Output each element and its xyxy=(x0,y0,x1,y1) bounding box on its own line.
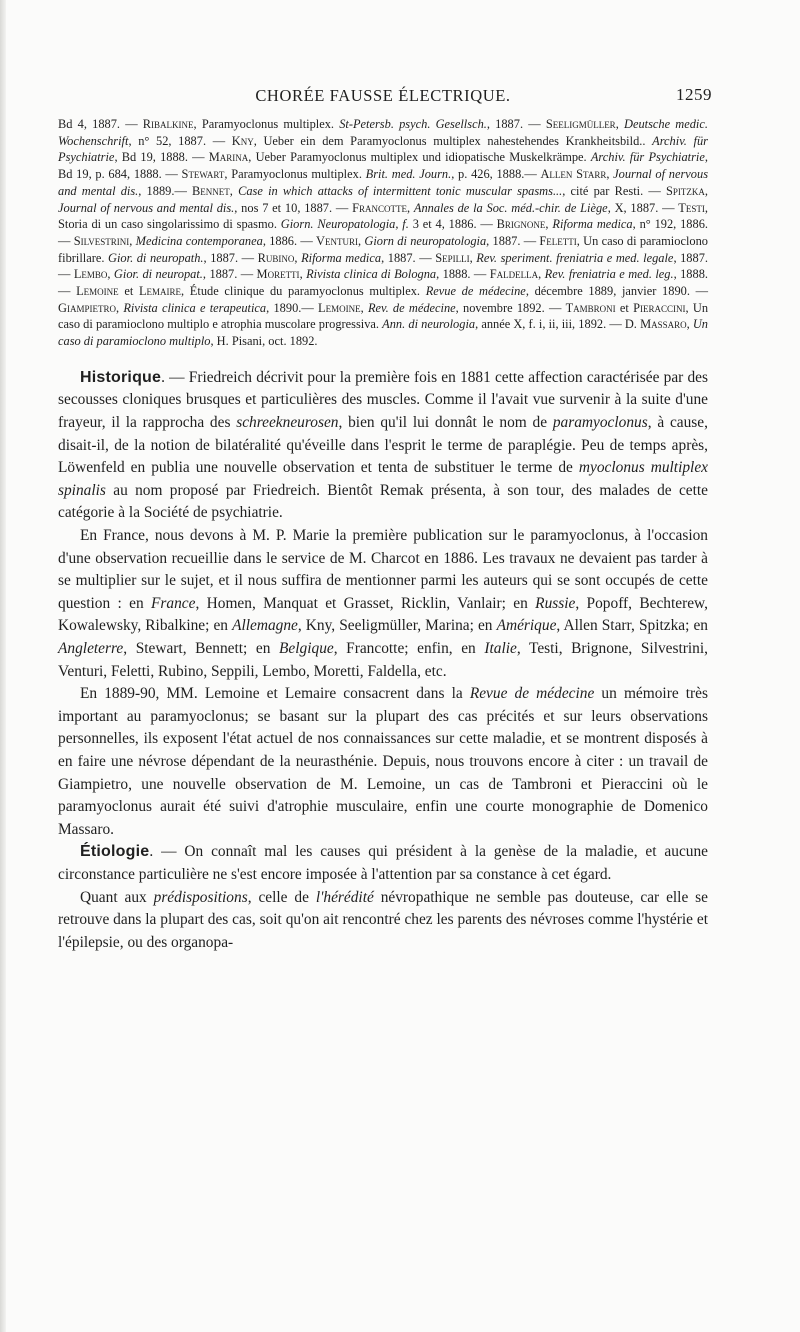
text-run: , xyxy=(115,300,124,315)
italic-run: Journal of nervous and mental dis. xyxy=(58,200,235,215)
text-run: , xyxy=(299,267,307,282)
author-name: Giampietro xyxy=(58,300,116,315)
book-page xyxy=(58,80,712,954)
text-run: au nom proposé par Friedreich. Bientôt Remak présenta, à son tour, des malades de cette catégorie à la Société de psychiatrie. xyxy=(58,481,708,522)
author-name: Faldella xyxy=(489,267,539,282)
author-name: Bennet xyxy=(192,183,230,198)
italic-run: Giorn di neuropatologia xyxy=(364,233,487,248)
italic-run: Archiv. für Psychiatrie xyxy=(590,150,705,165)
text-run: , Popoff, Bechterew, Kowalewsky, Ribalkine; en xyxy=(58,594,709,635)
text-run: , Francotte; enfin, en xyxy=(333,639,485,657)
author-name: Silvestrini xyxy=(73,233,130,248)
italic-run: prédispositions xyxy=(153,888,248,906)
text-run: , xyxy=(704,183,708,198)
text-run: , année X, f. i, ii, iii, 1892. — D. xyxy=(475,317,641,332)
italic-run: France xyxy=(151,594,196,612)
text-run: , n° 52, 1887. — xyxy=(128,133,232,148)
author-name: Kny xyxy=(231,133,254,148)
page-header xyxy=(58,80,712,110)
text-run: Quant aux xyxy=(80,888,154,906)
text-run: , p. 426, 1888.— xyxy=(451,167,541,182)
text-run: , xyxy=(545,217,553,232)
italic-run: Archiv. für Psychiatrie xyxy=(58,133,708,165)
author-name: Francotte xyxy=(352,200,407,215)
italic-run: Un caso di paramioclono multiplo xyxy=(58,317,708,349)
text-run: , décembre 1889, janvier 1890. — xyxy=(525,284,709,299)
text-run: , H. Pisani, oct. 1892. xyxy=(210,334,318,349)
italic-run: Angleterre xyxy=(58,639,124,657)
italic-run: Riforma medica xyxy=(301,250,382,265)
italic-run: Annales de la Soc. méd.-chir. de Liège xyxy=(413,200,608,215)
author-name: Rubino xyxy=(257,250,295,265)
text-run: , 1886. — xyxy=(262,233,317,248)
author-name: Lemaire xyxy=(138,284,182,299)
text-run: Bd 4, 1887. — xyxy=(58,117,143,131)
author-name: Sepilli xyxy=(435,250,470,265)
italic-run: Belgique xyxy=(279,639,334,657)
paragraph-france xyxy=(58,525,708,683)
text-run: , Un caso di paramioclono multiplo e atrophia muscolare progressiva. xyxy=(58,300,709,332)
section-heading: Historique xyxy=(80,368,162,386)
italic-run: Rivista clinica e terapeutica xyxy=(123,300,267,315)
author-name: Spitzka xyxy=(665,183,705,198)
text-run: , xyxy=(469,250,477,265)
italic-run: Gior. di neuropat. xyxy=(113,267,203,282)
text-run: , 1889.— xyxy=(138,183,193,198)
italic-run: Riforma medica xyxy=(552,217,633,232)
section-heading: Étiologie xyxy=(80,843,150,861)
text-run: , xyxy=(406,200,414,215)
text-run: , X, 1887. — xyxy=(607,200,679,215)
italic-run: Journal of nervous and mental dis. xyxy=(58,167,709,198)
text-run: , 1890.— xyxy=(266,300,319,315)
author-name: Lemoine xyxy=(76,284,119,299)
italic-run: paramyoclonus xyxy=(552,414,648,432)
text-run: , Storia di un caso singolarissimo di spasmo. xyxy=(58,200,708,232)
text-run: , 1887. — xyxy=(58,250,708,282)
italic-run: myoclonus multiplex spinalis xyxy=(58,459,708,499)
text-run: , xyxy=(686,317,693,332)
text-run: , xyxy=(615,117,624,131)
text-run: , Testi, Brignone, Silvestrini, Venturi, Feletti, Rubino, Seppili, Lembo, Moretti, Faldella, etc. xyxy=(58,639,708,680)
text-run: , Homen, Manquat et Grasset, Ricklin, Vanlair; en xyxy=(195,594,536,612)
text-run: névropathique ne semble pas douteuse, car elle se retrouve dans la plupart des cas, soit qu'on ait rencontré chez les parents des névroses comme l'hystérie et l'épilepsie, ou des organopa- xyxy=(58,888,709,951)
bibliography-paragraph xyxy=(58,116,708,350)
text-run: , 1888. — xyxy=(436,267,490,282)
text-run: et xyxy=(118,284,139,299)
text-run: , 1887. — xyxy=(486,233,540,248)
paragraph-predispositions xyxy=(58,887,708,955)
text-run: , Ueber Paramyoclonus multiplex und idiopatische Muskelkrämpe. xyxy=(248,150,591,165)
author-name: Feletti xyxy=(539,233,577,248)
bibliography-block xyxy=(58,116,708,350)
author-name: Allen Starr xyxy=(540,167,607,182)
text-run: , 1887. — xyxy=(202,267,257,282)
italic-run: Amérique xyxy=(496,617,557,635)
author-name: Moretti xyxy=(256,267,300,282)
author-name: Stewart xyxy=(181,167,225,182)
text-run: . — On connaît mal les causes qui président à la genèse de la maladie, et aucune circonstance particulière ne s'est encore imposée à l'attention par sa constance à cet égard. xyxy=(58,843,708,883)
running-title: CHORÉE FAUSSE ÉLECTRIQUE. xyxy=(255,86,511,105)
text-run: , Bd 19, 1888. — xyxy=(114,150,209,165)
text-run: 3 et 4, 1886. — xyxy=(408,217,497,232)
italic-run: Brit. med. Journ. xyxy=(365,167,452,182)
text-run: , xyxy=(107,267,114,282)
text-run: , xyxy=(360,300,368,315)
text-run: , celle de xyxy=(247,888,316,906)
text-run: , 1888. — xyxy=(58,267,708,299)
author-name: Brignone xyxy=(496,217,546,232)
text-run: , cité par Resti. — xyxy=(562,183,666,198)
text-run: , n° 192, 1886. — xyxy=(58,217,708,248)
text-run: , 1887. — xyxy=(203,250,258,265)
text-run: , xyxy=(358,233,365,248)
paragraph-lemoine-lemaire xyxy=(58,683,708,841)
italic-run: Gior. di neuropath. xyxy=(108,250,204,265)
text-run: . — Friedreich décrivit pour la première fois en 1881 cette affection caractérisée par des secousses cloniques brusques et particulières des muscles. Comme il l'avait vue survenir à la suite d'une frayeur, il la rapprocha des xyxy=(58,368,708,432)
italic-run: Russie xyxy=(535,594,576,612)
text-run: , Paramyoclonus multiplex. xyxy=(193,117,340,131)
text-run: , Paramyoclonus multiplex. xyxy=(224,167,366,182)
paragraph-etiologie xyxy=(58,841,708,886)
italic-run: St-Petersb. psych. Gesellsch. xyxy=(339,117,487,131)
italic-run: Revue de médecine xyxy=(469,685,595,703)
italic-run: Rev. speriment. freniatria e med. legale xyxy=(476,250,674,265)
text-run: un mémoire très important au paramyoclonus; se basant sur la plupart des cas précités et sur leurs observations personnelles, ils exposent l'état actuel de nos connaissances sur cette maladie, et se montrent disposés à en faire une névrose dépendant de la neurasthénie. Depuis, nous trouvons encore à citer : un travail de Giampietro, une nouvelle observation de M. Lemoine, un cas de Tambroni et Pieraccini où le paramyoclonus aurait été suivi d'atrophie musculaire, enfin une courte monographie de Domenico Massaro. xyxy=(58,685,708,838)
text-run: , xyxy=(294,250,302,265)
author-name: Seeligmüller xyxy=(545,117,616,131)
author-name: Pieraccini xyxy=(633,300,686,315)
italic-run: Revue de médecine xyxy=(425,284,526,299)
text-run: , xyxy=(538,267,545,282)
italic-run: Rivista clinica di Bologna xyxy=(306,267,437,282)
text-run: En 1889-90, MM. Lemoine et Lemaire consacrent dans la xyxy=(80,685,470,703)
italic-run: Giorn. Neuropatologia, f. xyxy=(280,217,409,232)
italic-run: Medicina contemporanea xyxy=(135,233,263,248)
text-run: , xyxy=(129,233,136,248)
author-name: Massaro xyxy=(640,317,687,332)
author-name: Testi xyxy=(678,200,705,215)
text-run: et xyxy=(615,300,634,315)
author-name: Marina xyxy=(208,150,249,165)
text-run: , xyxy=(606,167,614,182)
text-run: , nos 7 et 10, 1887. — xyxy=(234,200,353,215)
italic-run: Italie xyxy=(484,639,517,657)
author-name: Ribalkine xyxy=(142,117,194,131)
text-run: , Étude clinique du paramyoclonus multiplex. xyxy=(181,284,426,299)
text-run: , bien qu'il lui donnât le nom de xyxy=(338,414,553,432)
text-run: , 1887. — xyxy=(381,250,436,265)
italic-run: Deutsche medic. Wochenschrift xyxy=(58,117,708,148)
italic-run: Ann. di neurologia xyxy=(382,317,476,332)
paragraph-historique xyxy=(58,367,708,525)
author-name: Lembo xyxy=(73,267,108,282)
italic-run: Rev. de médecine xyxy=(367,300,456,315)
text-run: , Stewart, Bennett; en xyxy=(123,639,280,657)
italic-run: Case in which attacks of intermittent tonic muscular spasms... xyxy=(238,183,563,198)
author-name: Venturi xyxy=(316,233,358,248)
text-run: , Ueber ein dem Paramyoclonus multiplex nahestehendes Krankheitsbild.. xyxy=(253,133,653,148)
text-run: , novembre 1892. — xyxy=(455,300,566,315)
italic-run: Rev. freniatria e med. leg. xyxy=(544,267,674,282)
body-text xyxy=(58,367,708,954)
page-number: 1259 xyxy=(676,85,712,104)
text-run: , Bd 19, p. 684, 1888. — xyxy=(58,150,708,182)
italic-run: l'hérédité xyxy=(315,888,374,906)
text-run: , xyxy=(229,183,239,198)
author-name: Lemoine xyxy=(318,300,361,315)
text-run: , 1887. — xyxy=(486,117,546,131)
text-run: En France, nous devons à M. P. Marie la première publication sur le paramyoclonus, à l'occasion d'une observation recueillie dans le service de M. Charcot en 1886. Les travaux ne devaient pas tarder à se multiplier sur le sujet, et il nous suffira de mentionner parmi les auteurs qui se sont occupés de cette question : en xyxy=(58,527,708,612)
text-run: , Kny, Seeligmüller, Marina; en xyxy=(297,617,497,635)
italic-run: Allemagne xyxy=(232,617,298,635)
italic-run: schreekneurosen xyxy=(236,414,339,432)
text-run: , Un caso di paramioclono fibrillare. xyxy=(58,233,708,265)
text-run: , à cause, disait-il, de la notion de bilatéralité qu'éveille dans l'esprit le terme de paraplégie. Peu de temps après, Löwenfeld en publia une nouvelle observation et tenta de substituer le terme de xyxy=(58,414,708,477)
page-binding-edge xyxy=(0,0,6,1332)
text-run: , Allen Starr, Spitzka; en xyxy=(556,617,708,635)
author-name: Tambroni xyxy=(565,300,616,315)
